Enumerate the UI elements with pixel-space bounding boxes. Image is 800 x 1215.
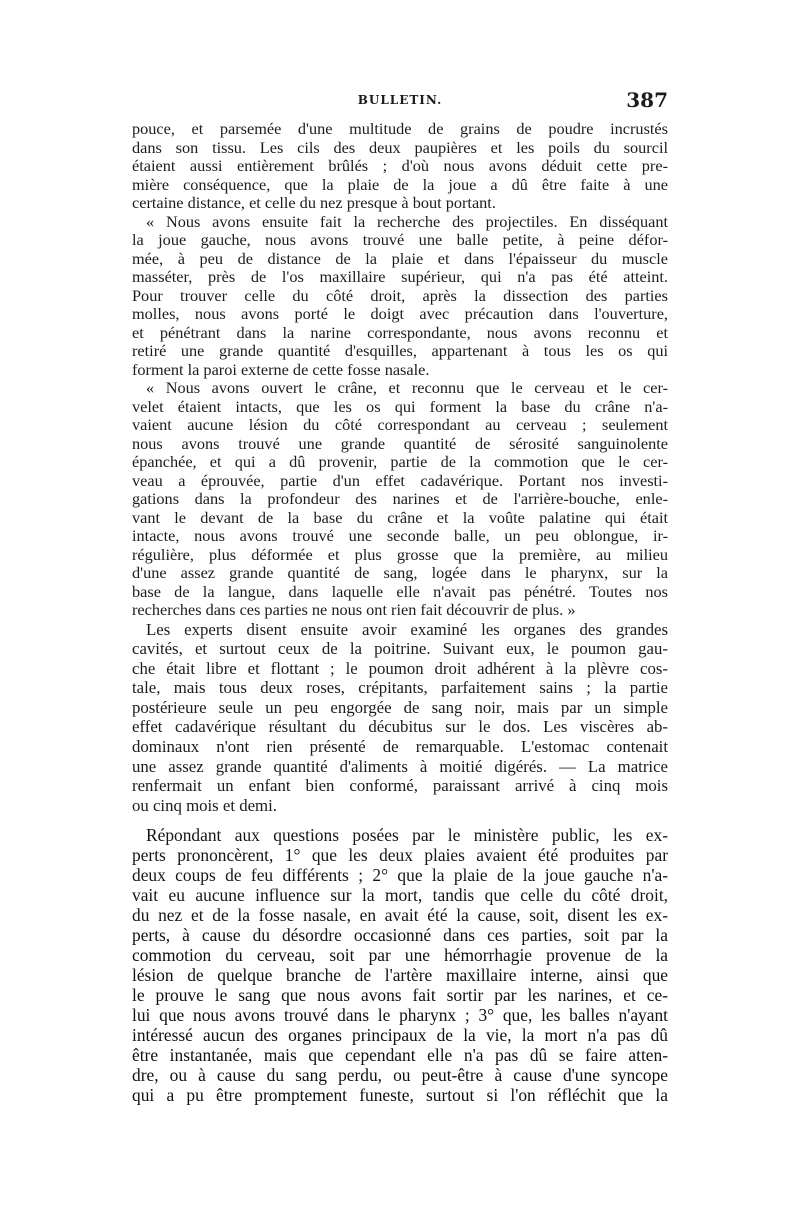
paragraph: [132, 120, 668, 213]
text-line: base de la langue, dans laquelle elle n'avait pas pénétré. Toutes nos: [132, 582, 668, 601]
text-line: intacte, nous avons trouvé une seconde balle, un peu oblongue, ir-: [132, 527, 668, 545]
text-line: mée, à peu de distance de la plaie et dans l'épaisseur du muscle: [132, 249, 668, 268]
text-line: épanchée, et qui a dû provenir, partie de la commotion que le cer-: [132, 453, 668, 471]
text-line: tale, mais tous deux roses, crépitants, parfaitement sains ; la partie: [132, 678, 668, 698]
text-line: molles, nous avons porté le doigt avec précaution dans l'ouverture,: [132, 305, 668, 323]
text-line: recherches dans ces parties ne nous ont rien fait découvrir de plus. »: [132, 601, 576, 619]
text-line: dre, ou à cause du sang perdu, ou peut-être à cause d'une syncope: [132, 1065, 668, 1086]
text-line: étaient aussi entièrement brûlés ; d'où nous avons déduit cette pre-: [132, 157, 668, 175]
text-line: veau a éprouvée, partie d'un effet cadavérique. Portant nos investi-: [132, 471, 668, 490]
text-line: perts prononcèrent, 1° que les deux plaies avaient été produites par: [132, 845, 668, 866]
text-line: Pour trouver celle du côté droit, après la dissection des parties: [132, 286, 668, 305]
text-line: lui que nous avons trouvé dans le pharynx ; 3° que, les balles n'ayant: [132, 1005, 668, 1026]
text-line: vait eu aucune influence sur la mort, tandis que celle du côté droit,: [132, 885, 668, 906]
text-line: effet cadavérique résultant du décubitus sur le dos. Les viscères ab-: [132, 717, 668, 737]
text-line: renfermait un enfant bien conformé, paraissant arrivé à cinq mois: [132, 776, 668, 796]
text-line: une assez grande quantité d'aliments à moitié digérés. — La matrice: [132, 756, 668, 776]
text-line: ou cinq mois et demi.: [132, 795, 277, 815]
text-line: vaient aucune lésion du côté correspondant au cerveau ; seulement: [132, 416, 668, 434]
text-line: être instantanée, mais que cependant elle n'a pas dû se faire atten-: [132, 1045, 668, 1066]
running-title: BULLETIN.: [357, 93, 443, 107]
running-header: [132, 88, 668, 112]
text-line: postérieure seule un peu engorgée de sang noir, mais par un simple: [132, 697, 668, 717]
text-line: le prouve le sang que nous avons fait sortir par les narines, et ce-: [132, 985, 668, 1006]
paragraph: [132, 620, 668, 816]
text-line: d'une assez grande quantité de sang, logée dans le pharynx, sur la: [132, 564, 668, 582]
paragraph: [132, 213, 668, 380]
paragraph: [132, 825, 668, 1105]
paragraph: [132, 379, 668, 620]
text-line: « Nous avons ouvert le crâne, et reconnu que le cerveau et le cer-: [146, 379, 668, 397]
body-text: [132, 120, 668, 1105]
text-line: commotion du cerveau, soit par une hémorrhagie provenue de la: [132, 945, 668, 966]
text-line: masséter, près de l'os maxillaire supérieur, qui n'a pas été atteint.: [132, 268, 668, 286]
text-line: retiré une grande quantité d'esquilles, appartenant à tous les os qui: [132, 342, 668, 360]
text-line: forment la paroi externe de cette fosse nasale.: [132, 360, 430, 379]
text-line: dans son tissu. Les cils des deux paupières et les poils du sourcil: [132, 138, 668, 157]
text-line: « Nous avons ensuite fait la recherche des projectiles. En disséquant: [146, 212, 668, 231]
text-line: lésion de quelque branche de l'artère maxillaire interne, ainsi que: [132, 965, 668, 986]
page-number: 387: [626, 88, 668, 112]
text-line: che était libre et flottant ; le poumon droit adhérent à la plèvre cos-: [132, 658, 668, 678]
text-line: velet étaient intacts, que les os qui forment la base du crâne n'a-: [132, 397, 668, 416]
text-line: intéressé aucun des organes principaux de la vie, la mort n'a pas dû: [132, 1025, 668, 1046]
text-line: cavités, et surtout ceux de la poitrine. Suivant eux, le poumon gau-: [132, 639, 668, 659]
text-section-1: [132, 120, 668, 620]
text-line: régulière, plus déformée et plus grosse que la première, au milieu: [132, 545, 668, 564]
text-line: perts, à cause du désordre occasionné dans ces parties, soit par la: [132, 925, 668, 946]
paragraph-gap: [132, 815, 668, 825]
text-line: mière conséquence, que la plaie de la joue a dû être faite à une: [132, 175, 668, 194]
text-section-3: [132, 825, 668, 1105]
text-line: la joue gauche, nous avons trouvé une balle petite, à peine défor-: [132, 231, 668, 249]
text-line: et pénétrant dans la narine correspondante, nous avons reconnu et: [132, 323, 668, 342]
text-line: Les experts disent ensuite avoir examiné les organes des grandes: [146, 619, 668, 639]
text-line: nous avons trouvé une grande quantité de sérosité sanguinolente: [132, 434, 668, 453]
text-line: gations dans la profondeur des narines et de l'arrière-bouche, enle-: [132, 490, 668, 508]
text-line: du nez et de la fosse nasale, en avait été la cause, soit, disent les ex-: [132, 905, 668, 926]
text-line: pouce, et parsemée d'une multitude de grains de poudre incrustés: [132, 120, 668, 138]
text-line: deux coups de feu différents ; 2° que la plaie de la joue gauche n'a-: [132, 865, 668, 886]
text-line: qui a pu être promptement funeste, surtout si l'on réfléchit que la: [132, 1085, 668, 1106]
text-line: vant le devant de la base du crâne et la voûte palatine qui était: [132, 508, 668, 527]
text-section-2: [132, 620, 668, 816]
text-line: Répondant aux questions posées par le ministère public, les ex-: [146, 825, 668, 846]
text-line: certaine distance, et celle du nez presque à bout portant.: [132, 194, 496, 212]
text-line: dominaux n'ont rien présenté de remarquable. L'estomac contenait: [132, 737, 668, 757]
